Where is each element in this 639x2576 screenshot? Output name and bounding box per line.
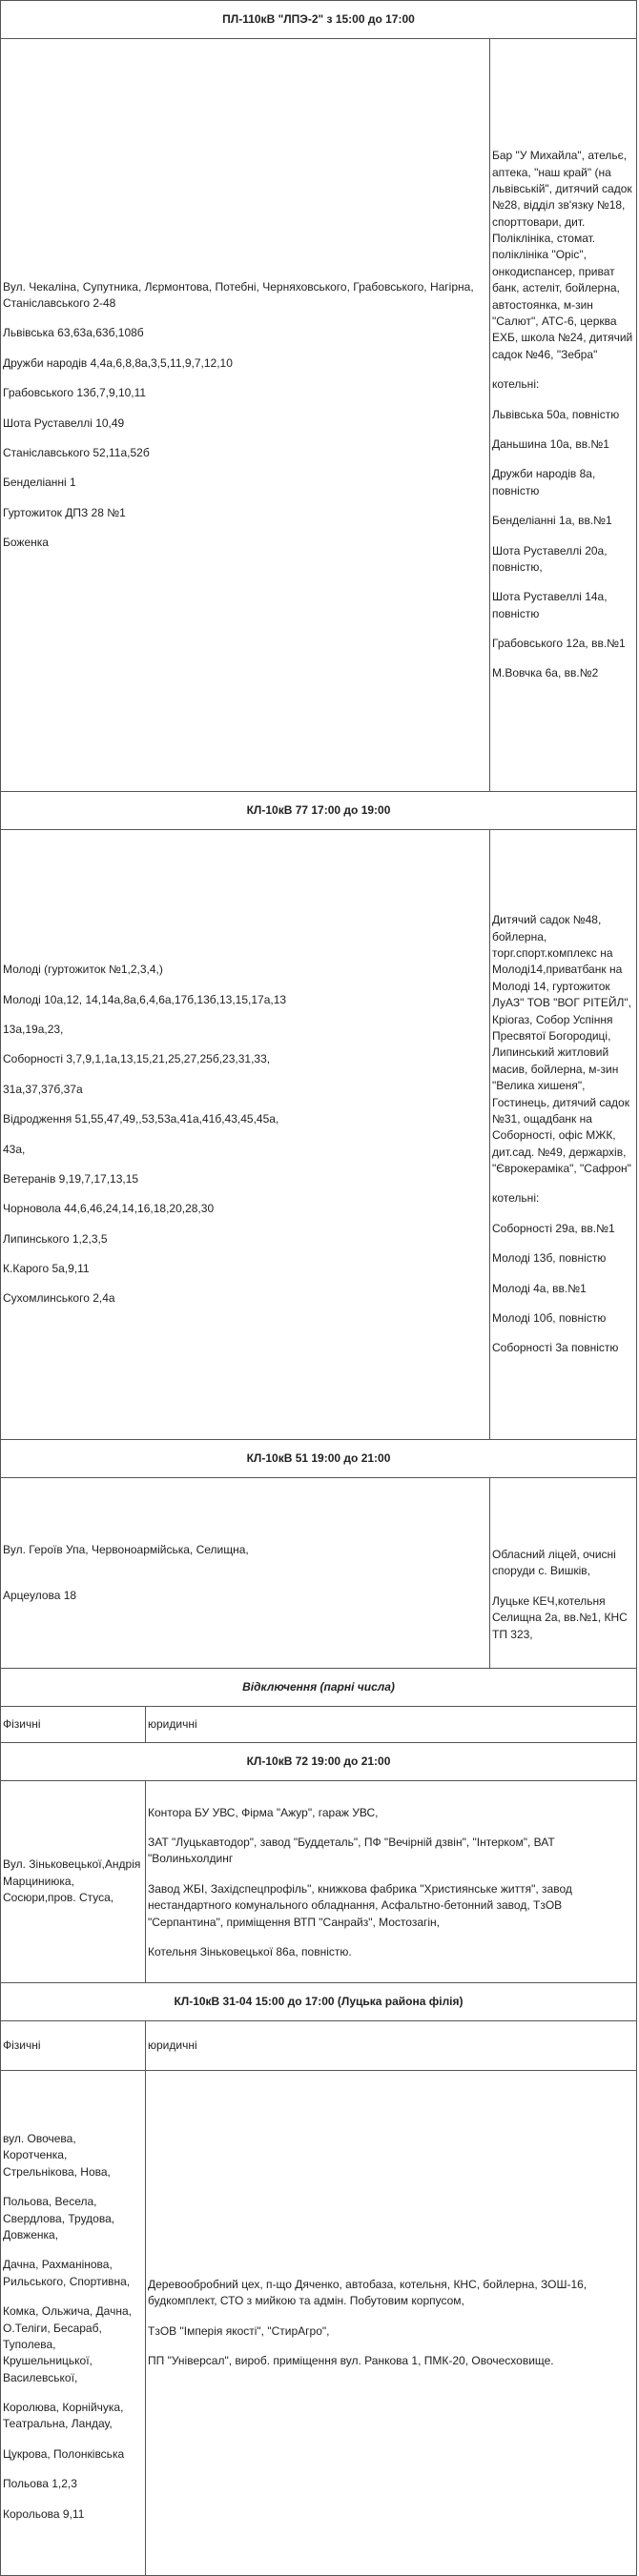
streets-line: 43а, (3, 1142, 26, 1156)
streets-cell (1, 39, 490, 792)
streets-line: Корольова 9,11 (3, 2506, 85, 2521)
streets-line: Липинського 1,2,3,5 (3, 1231, 108, 1246)
facilities-cell (146, 2071, 637, 2576)
streets-line: Польова, Весела, Свердлова, Трудова, Довженка, (3, 2195, 115, 2241)
streets-line: вул. Овочева, Коротченка, Стрельнікова, Нова, (3, 2131, 111, 2179)
facilities-line: котельні: (492, 1191, 540, 1206)
streets-line: Молоді 10а,12, 14,14а,8а,6,4,6а,17б,13б,13,15,17а,13 (3, 992, 287, 1006)
streets-line: Вул. Героїв Упа, Червоноармійська, Селищна, (3, 1543, 249, 1557)
facilities-line: Дружби народів 8а, повністю (492, 467, 596, 497)
streets-line: Грабовського 13б,7,9,10,11 (3, 386, 147, 400)
facilities-line: ТзОВ "Імперія якості", "СтирАгро", (148, 2323, 330, 2338)
facilities-cell (490, 39, 637, 792)
facilities-line: Контора БУ УВС, Фірма "Ажур", гараж УВС, (148, 1805, 379, 1819)
streets-line: 31а,37,37б,37а (3, 1082, 83, 1096)
column-header-physical: Фізичні (1, 1707, 146, 1743)
facilities-line: Бенделіанні 1а, вв.№1 (492, 514, 612, 528)
streets-line: Станіславського 52,11а,52б (3, 445, 150, 459)
facilities-line: Обласний ліцей, очисні споруди с. Вишків, (492, 1548, 616, 1578)
streets-line: Боженка (3, 536, 49, 550)
facilities-line: Молоді 13б, повністю (492, 1251, 607, 1266)
facilities-cell (146, 1781, 637, 1983)
facilities-line: Бар "У Михайла", ательє, аптека, "наш край" (на львівській", дитячий садок №28, відділ зв'язку №18, спорттовари, дит. Поліклініка, стомат. поліклініка "Оріс", онкодиспансер, приват банк, астеліт, бойлерна, автостоянка, м-зин "Салют", АТС-6, церква ЕХБ, школа №24, дитячий садок №46, "Зебра" (492, 149, 633, 361)
streets-line: Чорновола 44,6,46,24,14,16,18,20,28,30 (3, 1202, 215, 1216)
column-header-physical: Фізичні (1, 2021, 146, 2071)
streets-line: Польова 1,2,3 (3, 2477, 77, 2491)
streets-cell (1, 1781, 146, 1983)
facilities-line: М.Вовчка 6а, вв.№2 (492, 666, 599, 680)
facilities-line: Львівська 50а, повністю (492, 407, 620, 421)
facilities-line: Дитячий садок №48, бойлерна, торг.спорт.комплекс на Молоді14,приватбанк на Молоді 14, гуртожиток ЛуАЗ" ТОВ "ВОГ РІТЕЙЛ", Кріогаз, Собор Успіння Пресвятої Богородиці, Липинський житловий масив, бойлерна, м-зин "Велика хишеня", Гостинець, дитячий садок №31, ощадбанк на Соборності, офіс МЖК, дит.сад. №49, держархів, "Єврокераміка", "Сафрон" (492, 913, 631, 1176)
section-title: КЛ-10кВ 72 19:00 до 21:00 (1, 1743, 637, 1781)
section-title: КЛ-10кВ 31-04 15:00 до 17:00 (Луцька района філія) (1, 1983, 637, 2021)
section-title: КЛ-10кВ 51 19:00 до 21:00 (1, 1440, 637, 1478)
facilities-line: котельні: (492, 377, 540, 392)
facilities-line: ПП "Універсал", вироб. приміщення вул. Ранкова 1, ПМК-20, Овочесховище. (148, 2353, 554, 2367)
streets-line: Дружби народів 4,4а,6,8,8а,3,5,11,9,7,12,10 (3, 355, 233, 370)
streets-line: Дачна, Рахманінова, Рильського, Спортивна, (3, 2258, 131, 2288)
streets-cell (1, 2071, 146, 2576)
column-header-legal: юридичні (146, 2021, 637, 2071)
facilities-line: Грабовського 12а, вв.№1 (492, 637, 626, 651)
section-title: ПЛ-110кВ "ЛПЭ-2" з 15:00 до 17:00 (1, 1, 637, 39)
facilities-line: Соборності 3а повністю (492, 1341, 619, 1355)
streets-line: Сухомлинського 2,4а (3, 1291, 115, 1306)
streets-line: Молоді (гуртожиток №1,2,3,4,) (3, 963, 163, 977)
column-header-legal: юридичні (146, 1707, 637, 1743)
facilities-line: Молоді 4а, вв.№1 (492, 1281, 587, 1295)
facilities-line: Даньшина 10а, вв.№1 (492, 436, 609, 451)
streets-line: К.Карого 5а,9,11 (3, 1262, 90, 1276)
facilities-line: Соборності 29а, вв.№1 (492, 1221, 615, 1235)
facilities-line: Шота Руставеллі 20а, повністю, (492, 543, 608, 574)
streets-line: Гуртожиток ДПЗ 28 №1 (3, 505, 126, 519)
streets-line: Королюва, Корнійчука, Театральна, Ландау, (3, 2401, 124, 2431)
streets-cell (1, 1478, 490, 1669)
facilities-line: Шота Руставеллі 14а, повністю (492, 590, 608, 620)
streets-line: Ветеранів 9,19,7,17,13,15 (3, 1171, 139, 1186)
streets-line: Бенделіанні 1 (3, 476, 76, 490)
streets-cell (1, 830, 490, 1440)
streets-line: Цукрова, Полонківська (3, 2446, 125, 2461)
streets-line: Вул. Чекаліна, Супутника, Лєрмонтова, Потебні, Черняховського, Грабовського, Нагірна, Станіславського 2-48 (3, 279, 474, 310)
facilities-line: Молоді 10б, повністю (492, 1311, 607, 1326)
facilities-cell (490, 830, 637, 1440)
streets-line: 13а,19а,23, (3, 1022, 64, 1036)
facilities-line: Завод ЖБІ, Західспецпрофіль", книжкова фабрика "Християнське життя", завод нестандартного комунального обладнання, Асфальтно-бетонний завод, ТзОВ "Серпантина", приміщення ВТП "Санрайз", Мостозагін, (148, 1881, 572, 1929)
section-title: КЛ-10кВ 77 17:00 до 19:00 (1, 792, 637, 830)
facilities-cell (490, 1478, 637, 1669)
streets-line: Вул. Зіньковецької,Андрія Марциниюка, Сосюри,пров. Стуса, (3, 1857, 141, 1905)
streets-line: Комка, Ольжича, Дачна, О.Теліги, Бесараб, Туполева, Крушельницької, Василевської, (3, 2304, 132, 2384)
streets-line: Арцеулова 18 (3, 1588, 77, 1602)
streets-line: Шота Руставеллі 10,49 (3, 416, 125, 430)
streets-line: Відродження 51,55,47,49,,53,53а,41а,41б,43,45,45а, (3, 1112, 279, 1126)
streets-line: Львівська 63,63а,63б,108б (3, 326, 144, 340)
facilities-line: ЗАТ "Луцькавтодор", завод "Буддеталь", ПФ "Вечірній дзвін", "Інтерком", ВАТ "Волиньхолдинг (148, 1836, 555, 1866)
facilities-line: Котельня Зіньковецької 86а, повністю. (148, 1944, 352, 1958)
streets-line: Соборності 3,7,9,1,1а,13,15,21,25,27,25б,23,31,33, (3, 1052, 271, 1066)
facilities-line: Деревообробний цех, п-що Дяченко, автобаза, котельня, КНС, бойлерна, ЗОШ-16, будкомплект, СТО з мийкою та адмін. Побутовим корпусом, (148, 2277, 587, 2308)
facilities-line: Луцьке КЕЧ,котельня Селищна 2а, вв.№1, КНС ТП 323, (492, 1593, 628, 1641)
section-title: Відключення (парні числа) (1, 1669, 637, 1707)
